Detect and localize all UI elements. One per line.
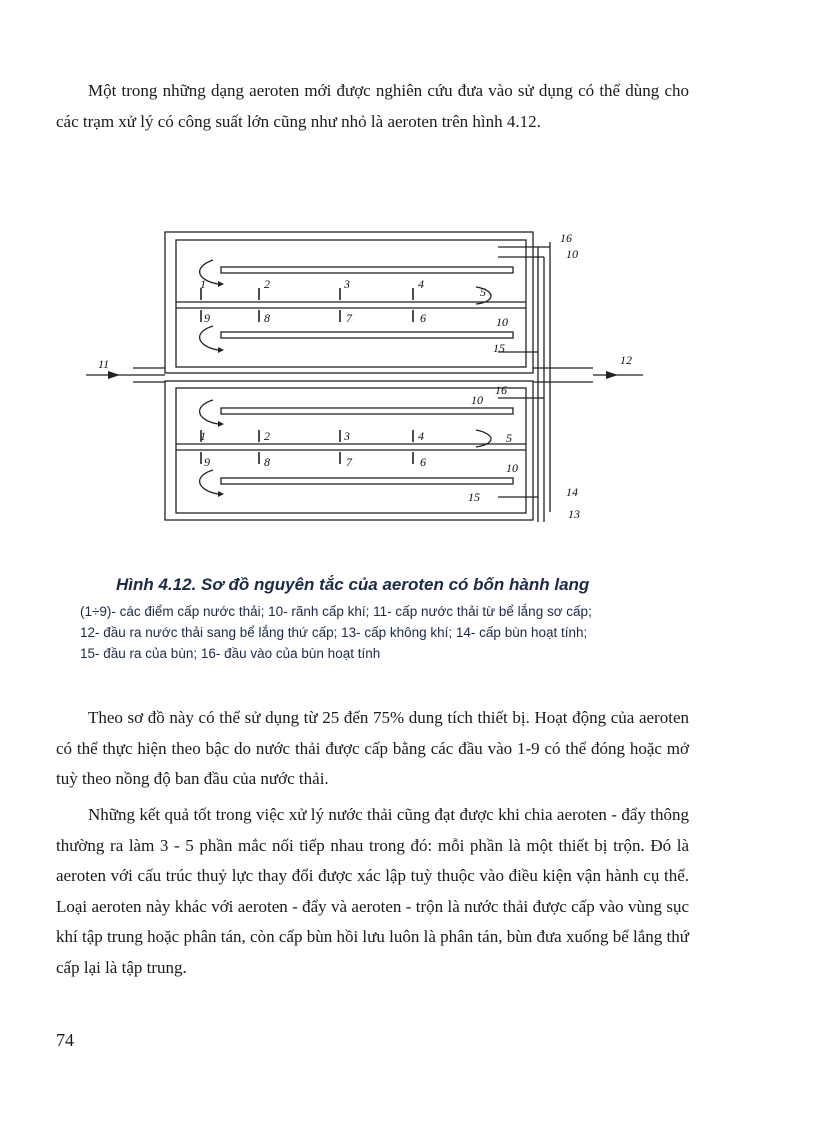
label-15: 15 [493, 341, 505, 355]
label-1b: 1 [200, 429, 206, 443]
label-11: 11 [98, 357, 110, 371]
label-10d: 10 [506, 461, 518, 475]
upper-tank-inner [176, 240, 526, 367]
label-15b: 15 [468, 490, 480, 504]
label-10c: 10 [471, 393, 483, 407]
label-8: 8 [264, 311, 270, 325]
label-6: 6 [420, 311, 426, 325]
label-3b: 3 [344, 429, 350, 443]
label-4: 4 [418, 277, 424, 291]
label-5: 5 [480, 285, 486, 299]
figure-legend-line: (1÷9)- các điểm cấp nước thải; 10- rãnh cấp khí; 11- cấp nước thải từ bể lắng sơ cấp; [80, 604, 592, 619]
intro-paragraph: Một trong những dạng aeroten mới được nghiên cứu đưa vào sử dụng có thể dùng cho các trạm xử lý có công suất lớn cũng như nhỏ là aeroten trên hình 4.12. [56, 81, 689, 131]
outlet-arrow-icon [606, 371, 618, 379]
label-16b: 16 [495, 383, 507, 397]
label-4b: 4 [418, 429, 424, 443]
figure-legend-line: 12- đầu ra nước thải sang bể lắng thứ cấp; 13- cấp không khí; 14- cấp bùn hoạt tính; [80, 625, 588, 640]
label-10: 10 [496, 315, 508, 329]
label-5b: 5 [506, 431, 512, 445]
label-9: 9 [204, 311, 210, 325]
label-16: 16 [560, 231, 572, 245]
label-13: 13 [568, 507, 580, 521]
label-3: 3 [344, 277, 350, 291]
label-7b: 7 [346, 455, 352, 469]
body-paragraph: Theo sơ đồ này có thể sử dụng từ 25 đến 75% dung tích thiết bị. Hoạt động của aeroten có thể thực hiện theo bậc do nước thải được cấp bằng các đầu vào 1-9 có thể đóng hoặc mở tuỳ theo nồng độ ban đầu của nước thải. [56, 708, 689, 788]
label-2: 2 [264, 277, 270, 291]
label-8b: 8 [264, 455, 270, 469]
aeroten-diagram [78, 222, 648, 532]
page-number: 74 [56, 1030, 74, 1050]
label-7: 7 [346, 311, 352, 325]
label-9b: 9 [204, 455, 210, 469]
label-1: 1 [200, 277, 206, 291]
label-14: 14 [566, 485, 578, 499]
label-2b: 2 [264, 429, 270, 443]
label-12: 12 [620, 353, 632, 367]
body-paragraph: Những kết quả tốt trong việc xử lý nước thải cũng đạt được khi chia aeroten - đẩy thông thường ra làm 3 - 5 phần mắc nối tiếp nhau trong đó: mỗi phần là một thiết bị trộn. Đó là aeroten với cấu trúc thuỷ lực thay đổi được xác lập tuỳ thuộc vào điều kiện vận hành cụ thể. Loại aeroten này khác với aeroten - đẩy và aeroten - trộn là nước thải được cấp vào vùng sục khí tập trung hoặc phân tán, còn cấp bùn hồi lưu luôn là phân tán, bùn đưa xuống bể lắng thứ cấp lại là tập trung. [56, 805, 689, 977]
label-6b: 6 [420, 455, 426, 469]
figure-title: Hình 4.12. Sơ đồ nguyên tắc của aeroten có bốn hành lang [116, 575, 590, 594]
label-10b: 10 [566, 247, 578, 261]
figure-legend-line: 15- đầu ra của bùn; 16- đầu vào của bùn hoạt tính [80, 646, 381, 661]
inlet-arrow-icon [108, 371, 120, 379]
